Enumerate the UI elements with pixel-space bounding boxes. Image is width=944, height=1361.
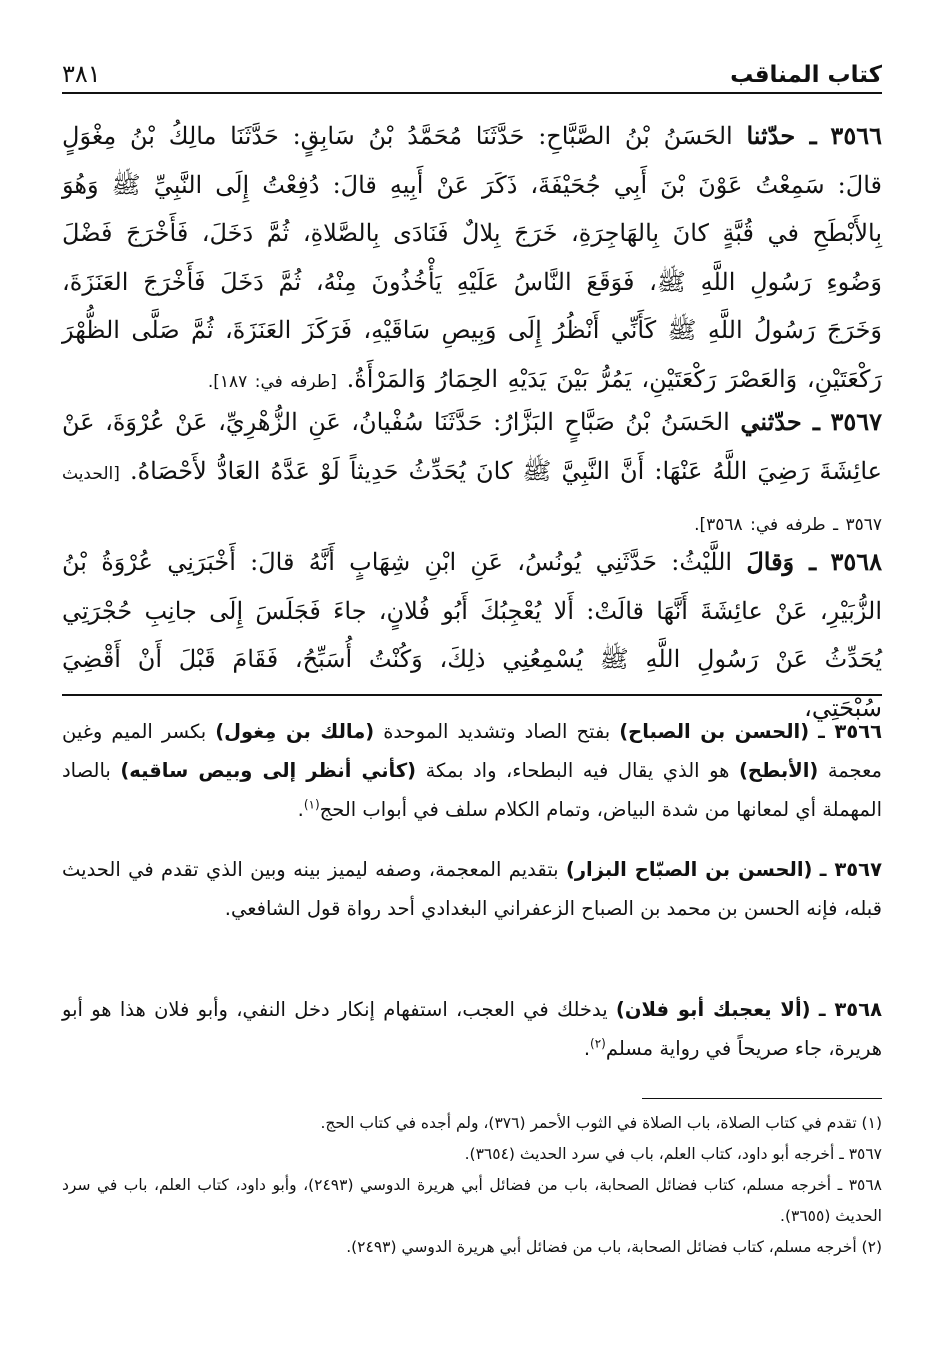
commentary-3568 xyxy=(62,990,882,1068)
commentary-text: بالصاد المهملة أي لمعانها من شدة البياض، وتمام الكلام سلف في أبواب الحج xyxy=(62,759,882,821)
hadith-lead: حدّثني xyxy=(740,407,802,436)
commentary-number: ٣٥٦٨ ـ xyxy=(818,998,882,1021)
commentary-end: . xyxy=(297,798,304,821)
hadith-reference: [الحديث ٣٥٦٧ ـ طرفه في: ٣٥٦٨]. xyxy=(62,463,882,535)
commentary-term: (الحسن بن الصباح) xyxy=(619,720,810,743)
hadith-3566: ٣٥٦٦ ـ حدّثنا الحَسَنُ بْنُ الصَّبَّاحِ: حَدَّثَنَا مُحَمَّدُ بْنُ سَابِقٍ: حَدَّثَنَا مالِكُ بْنُ مِغْوَلٍ قالَ: سَمِعْتُ عَوْنَ بْنَ أَبِي جُحَيْفَةَ، ذَكَرَ عَنْ أَبِيهِ قالَ: دُفِعْتُ إِلَى النَّبِيِّ ﷺ وَهُوَ بِالأَبْطَحِ في قُبَّةٍ كانَ بِالهَاجِرَةِ، خَرَجَ بِلالٌ فَنَادَى بِالصَّلاةِ، ثُمَّ دَخَلَ، فَأَخْرَجَ فَضْلَ وَضُوءِ رَسُولِ اللَّهِ ﷺ، فَوَقَعَ النَّاسُ عَلَيْهِ يَأْخُذُونَ مِنْهُ، ثُمَّ دَخَلَ فَأَخْرَجَ العَنَزَةَ، وَخَرَجَ رَسُولُ اللَّهِ ﷺ كَأَنِّي أَنْظُرُ إِلَى وَبِيصِ سَاقَيْهِ، فَرَكَزَ العَنَزَةَ، ثُمَّ صَلَّى الظُّهْرَ رَكْعَتَيْنِ، وَالعَصْرَ رَكْعَتَيْنِ، يَمُرُّ بَيْنَ يَدَيْهِ الحِمَارُ وَالمَرْأَةُ. [طرفه في: ١٨٧]. xyxy=(62,121,883,393)
hadith-reference: [طرفه في: ١٨٧]. xyxy=(207,371,337,392)
commentary-text: هو الذي يقال فيه البطحاء، واد بمكة xyxy=(425,759,730,782)
footnote-item: ٣٥٦٧ ـ أخرجه أبو داود، كتاب العلم، باب في سرد الحديث (٣٦٥٤). xyxy=(464,1145,882,1163)
commentary-number: ٣٥٦٦ ـ xyxy=(818,720,883,743)
hadith-text: الحَسَنُ بْنُ الصَّبَّاحِ: حَدَّثَنَا مُحَمَّدُ بْنُ سَابِقٍ: حَدَّثَنَا مالِكُ بْنُ مِغْوَلٍ قالَ: سَمِعْتُ عَوْنَ بْنَ أَبِي جُحَيْفَةَ، ذَكَرَ عَنْ أَبِيهِ قالَ: دُفِعْتُ إِلَى النَّبِيِّ ﷺ وَهُوَ بِالأَبْطَحِ في قُبَّةٍ كانَ بِالهَاجِرَةِ، خَرَجَ بِلالٌ فَنَادَى بِالصَّلاةِ، ثُمَّ دَخَلَ، فَأَخْرَجَ فَضْلَ وَضُوءِ رَسُولِ اللَّهِ ﷺ، فَوَقَعَ النَّاسُ عَلَيْهِ يَأْخُذُونَ مِنْهُ، ثُمَّ دَخَلَ فَأَخْرَجَ العَنَزَةَ، وَخَرَجَ رَسُولُ اللَّهِ ﷺ كَأَنِّي أَنْظُرُ إِلَى وَبِيصِ سَاقَيْهِ، فَرَكَزَ العَنَزَةَ، ثُمَّ صَلَّى الظُّهْرَ رَكْعَتَيْنِ، وَالعَصْرَ رَكْعَتَيْنِ، يَمُرُّ بَيْنَ يَدَيْهِ الحِمَارُ وَالمَرْأَةُ. xyxy=(62,122,883,393)
commentary-text: بكسر الميم وغين معجمة xyxy=(62,720,882,782)
commentary-3566 xyxy=(62,712,882,829)
commentary-3567 xyxy=(62,850,882,928)
commentary-term: (الحسن بن الصبّاح البزار) xyxy=(565,858,813,881)
commentary-end: . xyxy=(583,1037,591,1060)
commentary-text: بتقديم المعجمة، وصفه ليميز بينه وبين الذي تقدم في الحديث قبله، فإنه الحسن بن محمد بن الصباح الزعفراني البغدادي أحد رواة قول الشافعي. xyxy=(62,858,882,920)
footnote-item: (١) تقدم في كتاب الصلاة، باب الصلاة في الثوب الأحمر (٣٧٦)، ولم أجده في كتاب الحج. xyxy=(320,1114,882,1132)
footnote-item: ٣٥٦٨ ـ أخرجه مسلم، كتاب فضائل الصحابة، باب من فضائل أبي هريرة الدوسي (٢٤٩٣)، وأبو داود، كتاب العلم، باب في سرد الحديث (٣٦٥٥). xyxy=(62,1176,882,1225)
page-header xyxy=(62,48,882,94)
footnote-marker: (٢) xyxy=(590,1036,606,1051)
hadith-lead: حدّثنا xyxy=(746,121,796,150)
hadith-lead: وَقالَ xyxy=(746,547,795,576)
commentary-term: (ألا يعجبك أبو فلان) xyxy=(615,998,811,1021)
hadith-text: اللَّيْثُ: حَدَّثَنِي يُونُسُ، عَنِ ابْنِ شِهَابٍ أَنَّهُ قالَ: أَخْبَرَنِي عُرْوَةُ بْنُ الزُّبَيْرِ، عَنْ عائِشَةَ أَنَّهَا قالَتْ: أَلا يُعْجِبُكَ أَبُو فُلانٍ، جاءَ فَجَلَسَ إِلَى جانِبِ حُجْرَتِي يُحَدِّثُ عَنْ رَسُولِ اللَّهِ ﷺ يُسْمِعُنِي ذلِكَ، وَكُنْتُ أُسَبِّحُ، فَقَامَ قَبْلَ أَنْ أَقْضِيَ سُبْحَتِي، xyxy=(62,548,882,722)
commentary-text: يدخلك في العجب، استفهام إنكار دخل النفي، وأبو فلان هذا هو أبو هريرة، جاء صريحاً في رواية مسلم xyxy=(62,998,882,1060)
footnote-item: (٢) أخرجه مسلم، كتاب فضائل الصحابة، باب من فضائل أبي هريرة الدوسي (٢٤٩٣). xyxy=(346,1238,882,1256)
commentary-term: (الأبطح) xyxy=(738,759,819,782)
hadith-3567: ٣٥٦٧ ـ حدّثني الحَسَنُ بْنُ صَبَّاحٍ البَزَّارُ: حَدَّثَنَا سُفْيانُ، عَنِ الزُّهْرِيِّ، عَنْ عُرْوَةَ، عَنْ عائِشَةَ رَضِيَ اللَّهُ عَنْهَا: أَنَّ النَّبِيَّ ﷺ كانَ يُحَدِّثُ حَدِيثاً لَوْ عَدَّهُ العَادُّ لأَحْصَاهُ. [الحديث ٣٥٦٧ ـ طرفه في: ٣٥٦٨]. xyxy=(62,407,882,535)
hadith-number: ٣٥٦٨ xyxy=(830,547,882,576)
chapter-title: كتاب المناقب xyxy=(730,62,882,88)
hadith-number: ٣٥٦٦ xyxy=(830,121,882,150)
footnote-marker: (١) xyxy=(303,797,320,812)
hadith-3568: ٣٥٦٨ ـ وَقالَ اللَّيْثُ: حَدَّثَنِي يُونُسُ، عَنِ ابْنِ شِهَابٍ أَنَّهُ قالَ: أَخْبَرَنِي عُرْوَةُ بْنُ الزُّبَيْرِ، عَنْ عائِشَةَ أَنَّهَا قالَتْ: أَلا يُعْجِبُكَ أَبُو فُلانٍ، جاءَ فَجَلَسَ إِلَى جانِبِ حُجْرَتِي يُحَدِّثُ عَنْ رَسُولِ اللَّهِ ﷺ يُسْمِعُنِي ذلِكَ، وَكُنْتُ أُسَبِّحُ، فَقَامَ قَبْلَ أَنْ أَقْضِيَ سُبْحَتِي، xyxy=(62,547,882,722)
footnote-divider xyxy=(642,1098,882,1099)
commentary-term: (كأني أنظر إلى وبيص ساقيه) xyxy=(120,759,417,782)
page-number: ٣٨١ xyxy=(62,60,101,88)
commentary-text: بفتح الصاد وتشديد الموحدة xyxy=(383,720,611,743)
hadith-number: ٣٥٦٧ xyxy=(830,407,882,436)
footnotes xyxy=(62,1108,882,1263)
hadith-text: الحَسَنُ بْنُ صَبَّاحٍ البَزَّارُ: حَدَّثَنَا سُفْيانُ، عَنِ الزُّهْرِيِّ، عَنْ عُرْوَةَ، عَنْ عائِشَةَ رَضِيَ اللَّهُ عَنْهَا: أَنَّ النَّبِيَّ ﷺ كانَ يُحَدِّثُ حَدِيثاً لَوْ عَدَّهُ العَادُّ لأَحْصَاهُ. xyxy=(62,408,882,485)
commentary-term: (مالك بن مِغول) xyxy=(215,720,375,743)
commentary-number: ٣٥٦٧ ـ xyxy=(819,858,882,881)
text-commentary-divider xyxy=(62,694,882,696)
